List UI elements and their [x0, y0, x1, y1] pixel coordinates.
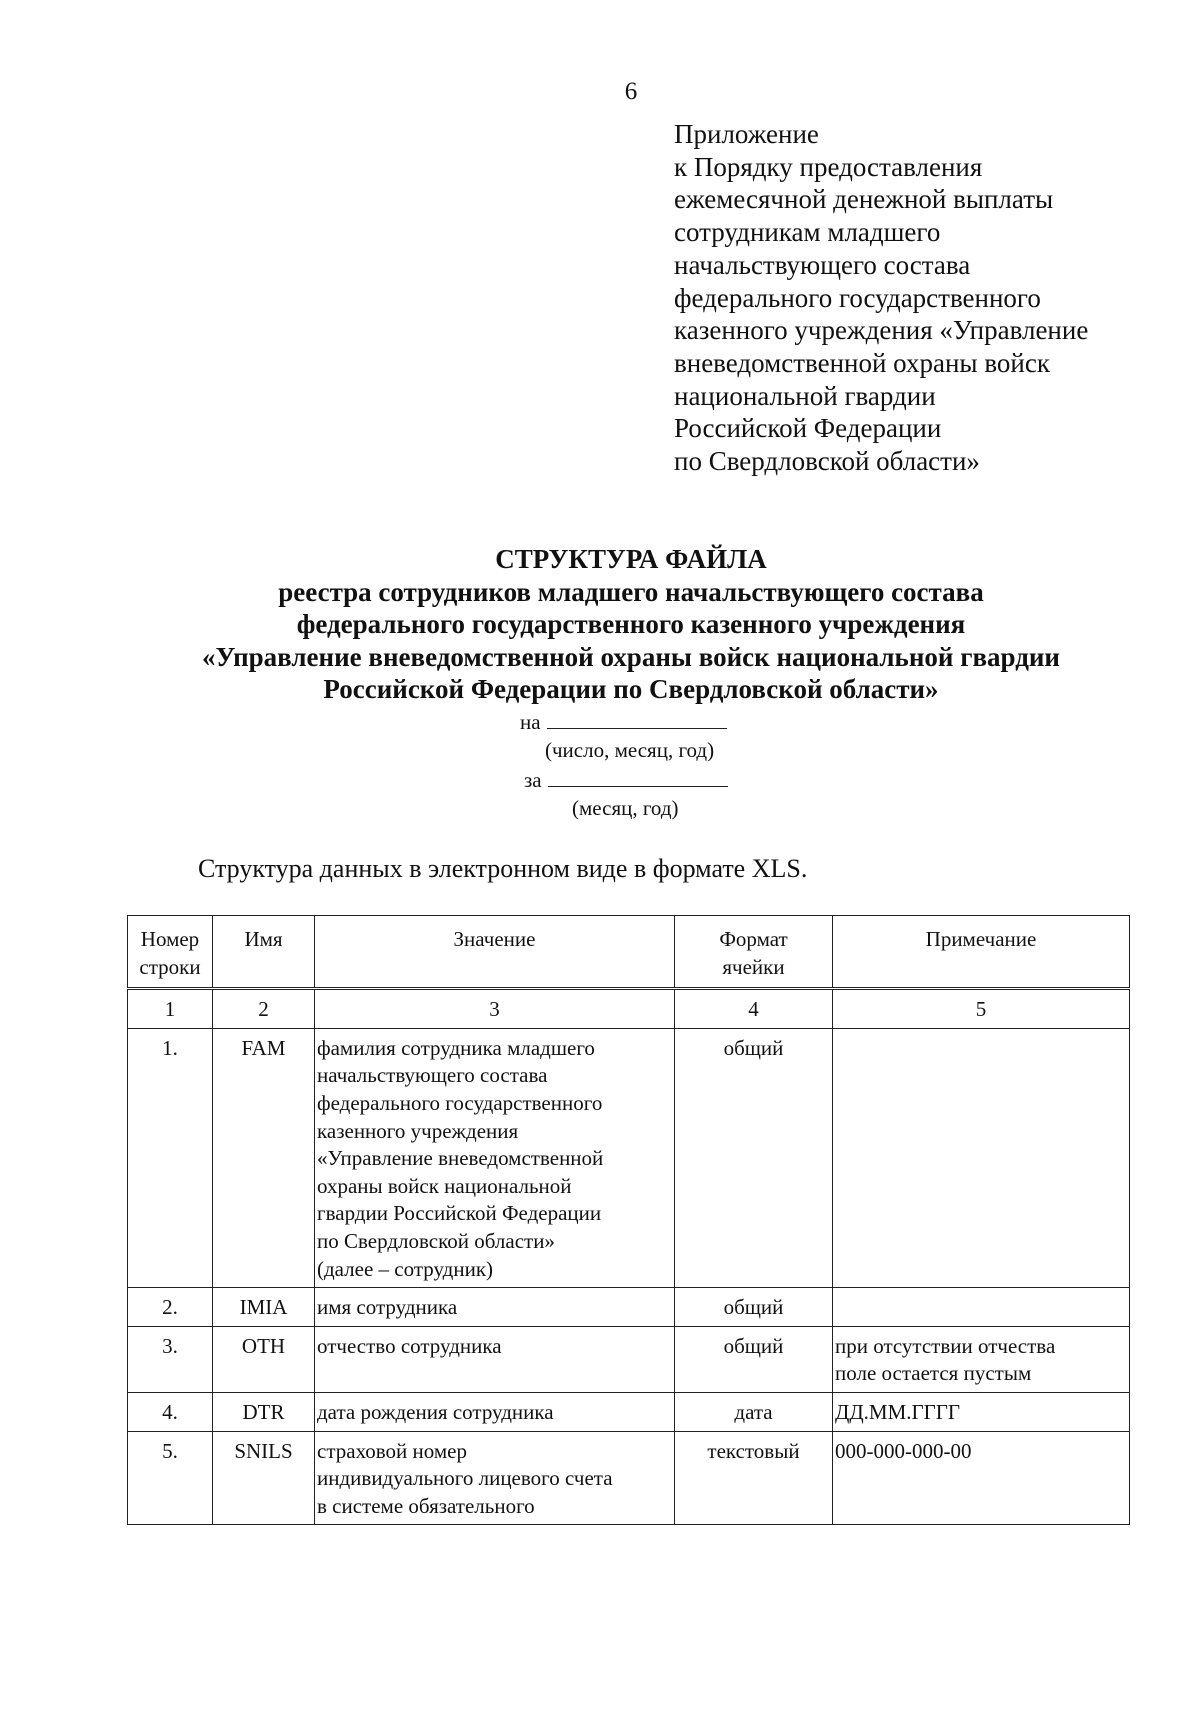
title-line: реестра сотрудников младшего начальствующего состава: [278, 576, 984, 607]
column-number: 3: [315, 989, 675, 1029]
appendix-line: Российской Федерации: [674, 413, 942, 444]
column-number: 1: [128, 989, 213, 1029]
header-line: Номер: [140, 927, 200, 951]
cell-note: [833, 1431, 1130, 1525]
structure-table: [127, 915, 1130, 1525]
appendix-line: начальствующего состава: [674, 249, 971, 280]
cell-name: IMIA: [213, 1288, 315, 1327]
table-row: [128, 1431, 1130, 1525]
cell-value: [315, 1288, 675, 1327]
appendix-line: сотрудникам младшего: [674, 217, 941, 248]
header-line: Имя: [244, 927, 283, 951]
cell-line: по Свердловской области»: [317, 1228, 555, 1253]
table-row: [128, 1326, 1130, 1392]
cell-line: поле остается пустым: [835, 1361, 1032, 1386]
cell-line: при отсутствии отчества: [835, 1333, 1056, 1358]
appendix-note: [674, 118, 1088, 478]
table-header-row: [128, 916, 1130, 989]
cell-name: DTR: [213, 1392, 315, 1431]
cell-line: отчество сотрудника: [317, 1333, 502, 1358]
cell-line: федерального государственного: [317, 1090, 603, 1115]
cell-format: дата: [675, 1392, 833, 1431]
cell-num: 1.: [128, 1028, 213, 1287]
cell-name: FAM: [213, 1028, 315, 1287]
column-number: 5: [833, 989, 1130, 1029]
cell-line: казенного учреждения: [317, 1118, 519, 1143]
appendix-line: ежемесячной денежной выплаты: [674, 184, 1054, 215]
title-line: «Управление вневедомственной охраны войск национальной гвардии: [202, 641, 1060, 672]
appendix-line: по Свердловской области»: [674, 446, 980, 477]
title-line: федерального государственного казенного учреждения: [296, 609, 966, 639]
title-main: СТРУКТУРА ФАЙЛА: [495, 544, 767, 574]
column-number: 4: [675, 989, 833, 1029]
cell-line: фамилия сотрудника младшего: [317, 1035, 595, 1060]
cell-format: общий: [675, 1326, 833, 1392]
cell-line: охраны войск национальной: [317, 1173, 572, 1198]
table-row: [128, 1392, 1130, 1431]
cell-format: общий: [675, 1028, 833, 1287]
cell-note: [833, 1392, 1130, 1431]
table-row: [128, 1028, 1130, 1287]
cell-format: текстовый: [675, 1431, 833, 1525]
date-on-row: [520, 710, 727, 735]
column-numbers-row: [128, 989, 1130, 1029]
header-name: [213, 916, 315, 989]
page-number: 6: [624, 78, 638, 105]
appendix-line: к Порядку предоставления: [674, 151, 983, 182]
appendix-line: Приложение: [674, 119, 819, 149]
cell-line: страховой номер: [317, 1438, 467, 1463]
cell-line: (далее – сотрудник): [317, 1256, 494, 1281]
date-for-prefix: за: [524, 768, 542, 792]
date-on-line: [547, 714, 727, 729]
header-line: Формат: [719, 927, 788, 951]
cell-line: «Управление вневедомственной: [317, 1146, 604, 1171]
document-title: [0, 543, 1200, 706]
cell-line: в системе обязательного: [317, 1493, 535, 1518]
appendix-line: федерального государственного: [674, 282, 1041, 313]
header-note: [833, 916, 1130, 989]
cell-line: индивидуального лицевого счета: [317, 1466, 613, 1491]
date-on-hint: (число, месяц, год): [545, 738, 715, 762]
cell-name: SNILS: [213, 1431, 315, 1525]
cell-line: 000-000-000-00: [835, 1438, 972, 1463]
cell-num: 2.: [128, 1288, 213, 1327]
cell-num: 3.: [128, 1326, 213, 1392]
header-value: [315, 916, 675, 989]
appendix-line: вневедомственной охраны войск: [674, 347, 1050, 378]
header-line: строки: [139, 954, 201, 979]
cell-value: [315, 1028, 675, 1287]
cell-format: общий: [675, 1288, 833, 1327]
cell-value: [315, 1392, 675, 1431]
cell-note: [833, 1288, 1130, 1327]
date-for-row: [524, 768, 728, 793]
header-line: ячейки: [722, 954, 785, 979]
title-lines: [0, 576, 1200, 706]
cell-line: гвардии Российской Федерации: [317, 1201, 602, 1226]
cell-value: [315, 1326, 675, 1392]
cell-note: [833, 1028, 1130, 1287]
cell-num: 4.: [128, 1392, 213, 1431]
intro-text: Структура данных в электронном виде в формате XLS.: [198, 854, 808, 883]
cell-value: [315, 1431, 675, 1525]
cell-line: дата рождения сотрудника: [317, 1399, 554, 1424]
date-for-line: [548, 772, 728, 787]
appendix-line: национальной гвардии: [674, 380, 936, 411]
cell-num: 5.: [128, 1431, 213, 1525]
cell-name: OTH: [213, 1326, 315, 1392]
title-line: Российской Федерации по Свердловской области»: [323, 674, 939, 704]
header-num: [128, 916, 213, 989]
header-format: [675, 916, 833, 989]
cell-note: [833, 1326, 1130, 1392]
cell-line: имя сотрудника: [317, 1295, 458, 1320]
table-row: [128, 1288, 1130, 1327]
cell-line: начальствующего состава: [317, 1063, 548, 1088]
cell-line: ДД.ММ.ГГГГ: [835, 1399, 961, 1424]
header-line: Примечание: [925, 927, 1037, 951]
column-number: 2: [213, 989, 315, 1029]
header-line: Значение: [453, 927, 536, 951]
appendix-line: казенного учреждения «Управление: [674, 315, 1089, 346]
date-for-hint: (месяц, год): [572, 796, 679, 820]
date-on-prefix: на: [520, 710, 541, 734]
